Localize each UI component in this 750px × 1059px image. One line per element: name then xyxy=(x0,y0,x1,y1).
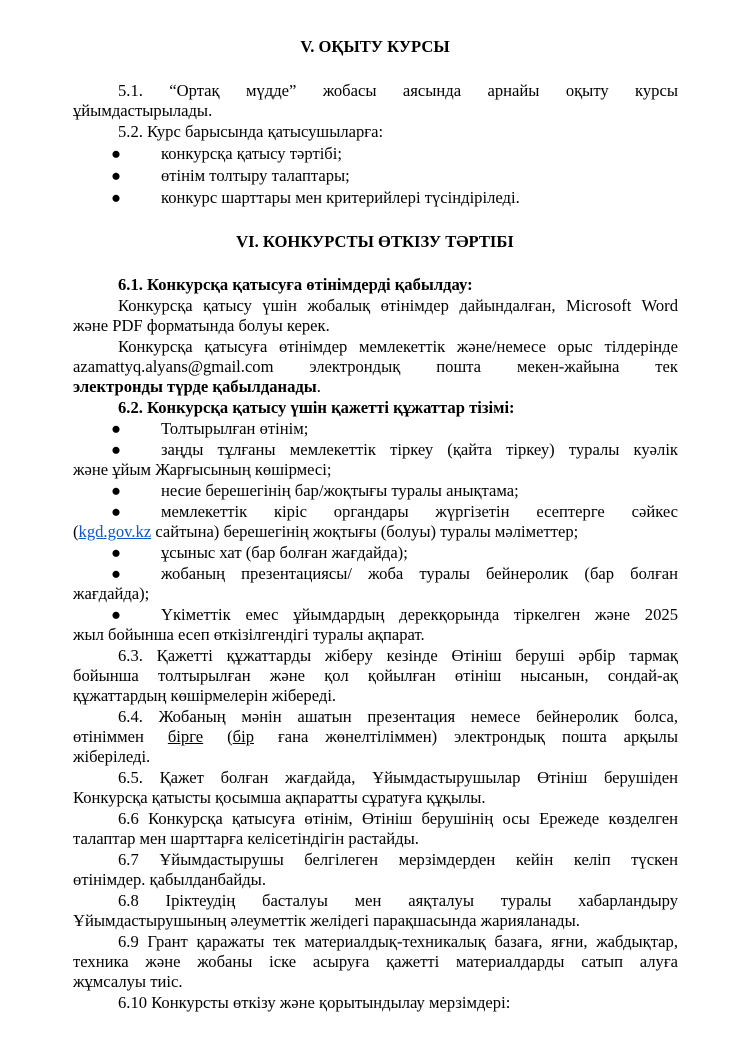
para-5-1-line1: 5.1. “Ортақ мүдде” жобасы аясында арнайы оқыту курсы xyxy=(118,81,678,100)
doc-item-cont: жағдайда); xyxy=(73,584,150,603)
doc-item: заңды тұлғаны мемлекеттік тіркеу (қайта тіркеу) туралы куәлік xyxy=(161,440,678,459)
doc-item: мемлекеттік кіріс органдары жүргізетін есептерге сәйкес xyxy=(161,502,678,521)
kgd-link[interactable]: kgd.gov.kz xyxy=(78,522,152,541)
heading-6-2: 6.2. Конкурсқа қатысу үшін қажетті құжаттар тізімі: xyxy=(118,398,515,417)
email-address: azamattyq.alyans@gmail.com xyxy=(73,357,274,376)
doc-item: Толтырылған өтінім; xyxy=(161,419,309,438)
bullet-icon: ● xyxy=(111,605,122,624)
para-6-3-line2: бойынша толтырылған және қол қойылған өтініш нысанын, сондай-ақ xyxy=(73,666,678,685)
para-6-9-line3: жұмсалуы тиіс. xyxy=(73,972,183,991)
doc-item: несие берешегінің бар/жоқтығы туралы анықтама; xyxy=(161,481,519,500)
bullet-icon: ● xyxy=(111,419,122,438)
section-6-title: VI. КОНКУРСТЫ ӨТКІЗУ ТӘРТІБІ xyxy=(236,232,514,251)
para-6-3-line3: құжаттардың көшірмелерін жібереді. xyxy=(73,686,337,705)
para-6-7-line2: өтінімдер. қабылданбайды. xyxy=(73,870,266,889)
para-6-10: 6.10 Конкурсты өткізу және қорытындылау мерзімдері: xyxy=(118,993,511,1012)
para-5-2: 5.2. Курс барысында қатысушыларға: xyxy=(118,122,384,141)
bullet-icon: ● xyxy=(111,502,122,521)
section-5-title: V. ОҚЫТУ КУРСЫ xyxy=(300,37,450,56)
para-6-7-line1: 6.7 Ұйымдастырушы белгілеген мерзімдерден кейін келіп түскен xyxy=(118,850,678,869)
list-item: конкурс шарттары мен критерийлері түсіндіріледі. xyxy=(161,188,520,207)
doc-item: ұсыныс хат (бар болған жағдайда); xyxy=(161,543,408,562)
para-6-1a-line1: Конкурсқа қатысу үшін жобалық өтінімдер дайындалған, Microsoft Word xyxy=(118,296,678,315)
bullet-icon: ● xyxy=(111,144,122,163)
para-5-1-line2: ұйымдастырылады. xyxy=(73,101,213,120)
doc-item-cont: жыл бойынша есеп өткізілгендігі туралы ақпарат. xyxy=(73,625,425,644)
para-6-8-line1: 6.8 Іріктеудің басталуы мен аяқталуы туралы хабарландыру xyxy=(118,891,678,910)
doc-item-cont: және ұйым Жарғысының көшірмесі; xyxy=(73,460,332,479)
doc-item-cont: (kgd.gov.kz сайтына) берешегінің жоқтығы (болуы) туралы мәліметтер; xyxy=(73,522,579,541)
para-6-3-line1: 6.3. Қажетті құжаттарды жіберу кезінде Өтініш беруші әрбір тармақ xyxy=(118,646,678,665)
list-item: конкурсқа қатысу тәртібі; xyxy=(161,144,342,163)
bullet-icon: ● xyxy=(111,543,122,562)
bullet-icon: ● xyxy=(111,166,122,185)
para-6-6-line2: талаптар мен шарттарға келісетіндігін растайды. xyxy=(73,829,419,848)
list-item: өтінім толтыру талаптары; xyxy=(161,166,350,185)
bullet-icon: ● xyxy=(111,564,122,583)
para-6-5-line1: 6.5. Қажет болған жағдайда, Ұйымдастырушылар Өтініш берушіден xyxy=(118,768,678,787)
para-6-9-line1: 6.9 Грант қаражаты тек материалдық-техникалық базаға, яғни, жабдықтар, xyxy=(118,932,678,951)
bullet-icon: ● xyxy=(111,481,122,500)
heading-6-1: 6.1. Конкурсқа қатысуға өтінімдерді қабылдау: xyxy=(118,275,473,294)
bullet-icon: ● xyxy=(111,440,122,459)
para-6-4-line2: өтініммен бірге (бір ғана жөнелтіліммен) электрондық пошта арқылы xyxy=(73,727,678,746)
bullet-icon: ● xyxy=(111,188,122,207)
para-6-8-line2: Ұйымдастырушының әлеуметтік желідегі парақшасында жарияланады. xyxy=(73,911,580,930)
para-6-4-line3: жіберіледі. xyxy=(73,747,151,766)
para-6-1b-line1: Конкурсқа қатысуға өтінімдер мемлекеттік және/немесе орыс тілдерінде xyxy=(118,337,678,356)
para-6-5-line2: Конкурсқа қатысты қосымша ақпаратты сұратуға құқылы. xyxy=(73,788,486,807)
para-6-1a-line2: және PDF форматында болуы керек. xyxy=(73,316,330,335)
para-6-4-line1: 6.4. Жобаның мәнін ашатын презентация немесе бейнеролик болса, xyxy=(118,707,678,726)
doc-item: Үкіметтік емес ұйымдардың дерекқорында тіркелген және 2025 xyxy=(161,605,678,624)
para-6-9-line2: техника және жобаны іске асыруға қажетті материалдарды сатып алуға xyxy=(73,952,678,971)
doc-item: жобаның презентациясы/ жоба туралы бейнеролик (бар болған xyxy=(161,564,678,583)
para-6-6-line1: 6.6 Конкурсқа қатысуға өтінім, Өтініш берушінің осы Ережеде көзделген xyxy=(118,809,678,828)
para-6-1b-line3: электронды түрде қабылданады. xyxy=(73,377,321,396)
para-6-1b-line2: azamattyq.alyans@gmail.com электрондық пошта мекен-жайына тек xyxy=(73,357,678,376)
